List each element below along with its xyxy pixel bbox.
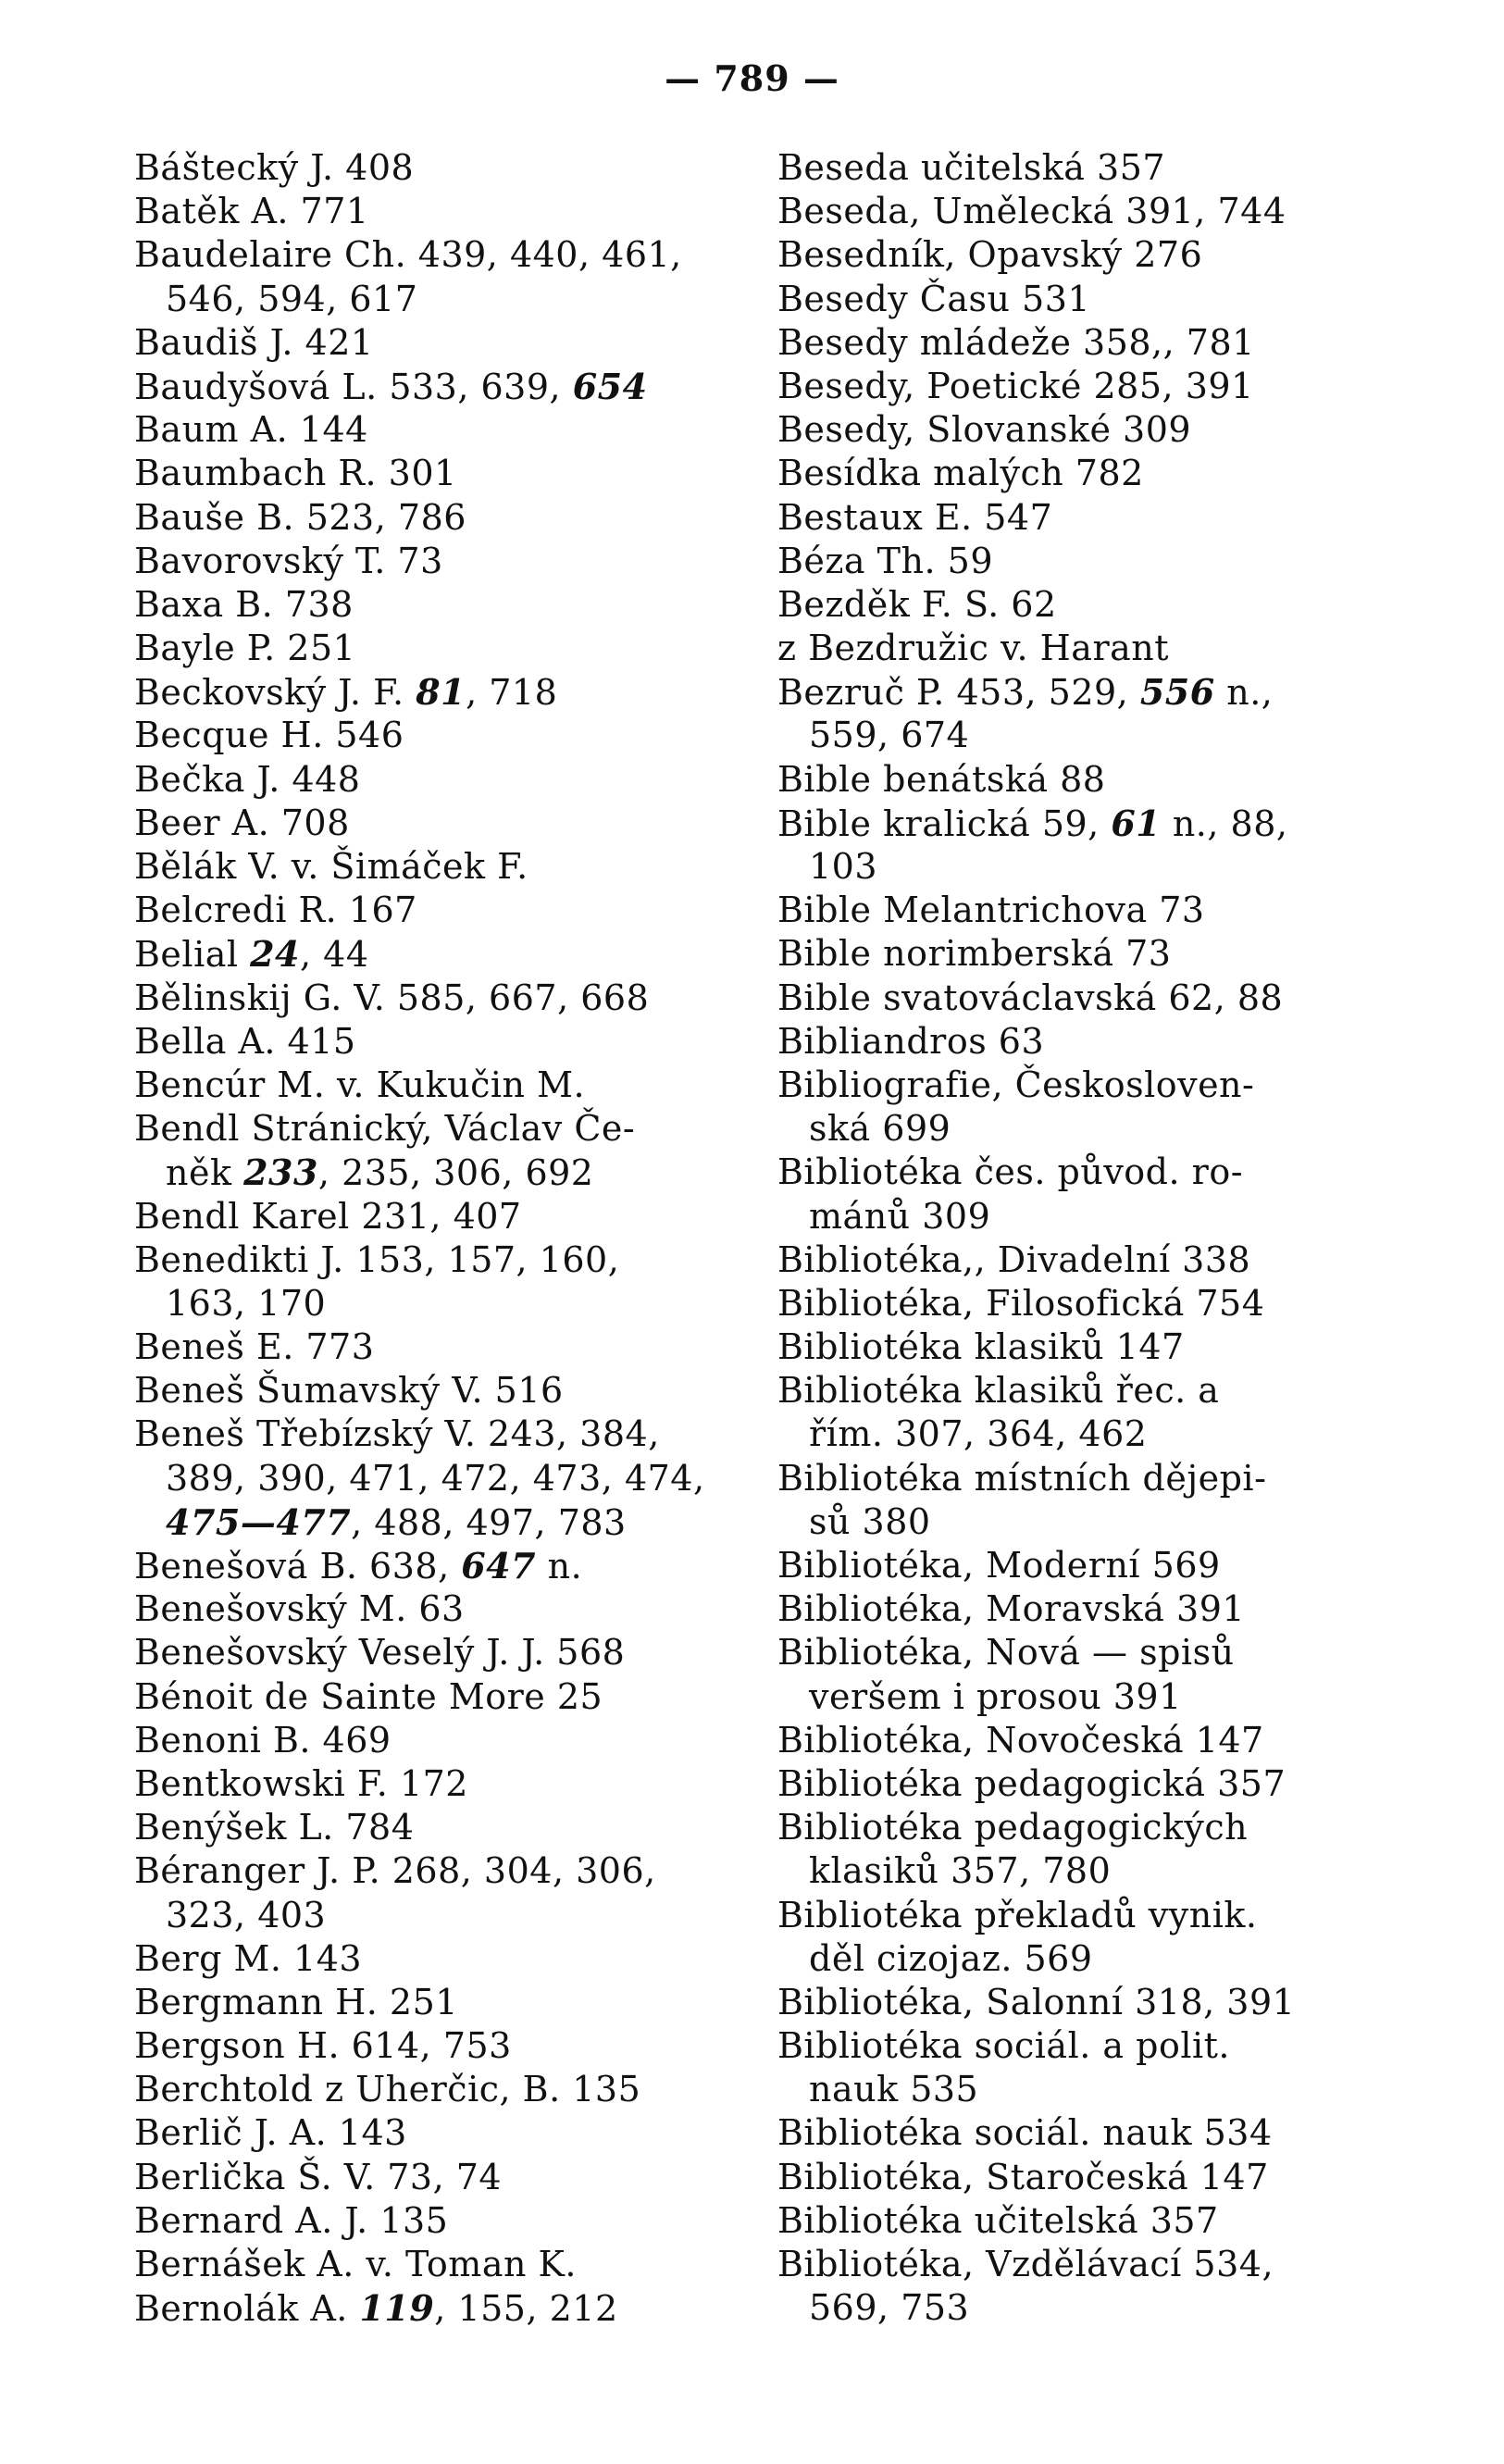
index-entry-line xyxy=(134,146,727,190)
entry-text: Bibliotéka sociál. nauk 534 xyxy=(777,2112,1273,2154)
entry-text: Besedy, Slovanské 309 xyxy=(777,409,1192,451)
entry-text: řím. 307, 364, 462 xyxy=(809,1413,1148,1455)
entry-text: Bibliotéka, Salonní 318, 391 xyxy=(777,1981,1296,2022)
index-entry-line xyxy=(777,1064,1370,1107)
index-entry-line xyxy=(134,452,727,495)
index-entry-line xyxy=(134,627,727,670)
entry-text: sů 380 xyxy=(809,1500,931,1542)
entry-text: 569, 753 xyxy=(809,2287,970,2329)
index-entry-line xyxy=(134,496,727,540)
emphasized-page-ref: 81 xyxy=(416,671,466,714)
index-entry-line xyxy=(134,1282,727,1325)
entry-text: klasiků 357, 780 xyxy=(809,1850,1112,1892)
emphasized-page-ref: 119 xyxy=(359,2287,435,2330)
entry-text: Benešovský Veselý J. J. 568 xyxy=(134,1632,626,1674)
entry-text: Belcredi R. 167 xyxy=(134,890,417,931)
entry-text: Benoni B. 469 xyxy=(134,1719,392,1761)
entry-text: Bibliotéka pedagogických xyxy=(777,1807,1249,1848)
entry-text: Bible benátská 88 xyxy=(777,758,1106,800)
index-entry-line xyxy=(777,190,1370,233)
index-entry-line xyxy=(777,845,1370,889)
index-entry-line xyxy=(134,540,727,583)
entry-text: nauk 535 xyxy=(809,2069,979,2110)
index-entry-line xyxy=(777,452,1370,495)
entry-text: ská 699 xyxy=(809,1108,951,1150)
index-entry-line xyxy=(134,1369,727,1412)
entry-text: Bečka J. 448 xyxy=(134,758,361,800)
entry-text: , 718 xyxy=(466,672,558,714)
index-entry-line xyxy=(777,2024,1370,2068)
index-entry-line xyxy=(134,2156,727,2199)
entry-text: 559, 674 xyxy=(809,715,970,756)
index-entry-line xyxy=(134,1981,727,2024)
index-entry-line xyxy=(777,278,1370,321)
index-entry-line xyxy=(134,1064,727,1107)
entry-text: Bibliotéka čes. původ. ro- xyxy=(777,1151,1244,1193)
entry-text: Bibliotéka, Vzdělávací 534, xyxy=(777,2244,1274,2284)
index-entry-line xyxy=(777,1762,1370,1806)
index-entry-line xyxy=(134,1500,727,1544)
index-entry-line xyxy=(777,758,1370,802)
entry-text: Bentkowski F. 172 xyxy=(134,1762,468,1804)
index-entry-line xyxy=(134,408,727,452)
entry-text: Baudiš J. 421 xyxy=(134,321,374,363)
index-entry-line xyxy=(777,670,1370,714)
entry-text: Baum A. 144 xyxy=(134,409,368,451)
index-entry-line xyxy=(777,1369,1370,1412)
entry-text: Becque H. 546 xyxy=(134,715,404,756)
index-entry-line xyxy=(777,1238,1370,1282)
index-entry-line xyxy=(777,2286,1370,2330)
entry-text: Bezděk F. S. 62 xyxy=(777,583,1057,625)
index-entry-line xyxy=(134,1457,727,1500)
index-entry-line xyxy=(777,1282,1370,1325)
index-entry-line xyxy=(134,278,727,321)
entry-text: veršem i prosou 391 xyxy=(809,1675,1182,1717)
entry-text: Bernolák A. xyxy=(134,2288,360,2330)
index-entry-line xyxy=(777,1849,1370,1893)
entry-text: Bibliotéka, Novočeská 147 xyxy=(777,1719,1264,1761)
entry-text: n. xyxy=(536,1546,583,1587)
index-entry-line xyxy=(134,2024,727,2068)
index-entry-line xyxy=(134,802,727,845)
entry-text: Besedy Času 531 xyxy=(777,278,1091,319)
emphasized-page-ref: 233 xyxy=(243,1151,318,1194)
entry-text: , 235, 306, 692 xyxy=(317,1152,594,1194)
index-entry-line xyxy=(134,670,727,714)
entry-text: Benýšek L. 784 xyxy=(134,1807,415,1848)
entry-text: Beneš Třebízský V. 243, 384, xyxy=(134,1413,660,1455)
index-entry-line xyxy=(777,1631,1370,1674)
index-entry-line xyxy=(777,1020,1370,1064)
index-entry-line xyxy=(134,1107,727,1151)
index-entry-line xyxy=(777,1500,1370,1544)
entry-text: Baudyšová L. 533, 639, xyxy=(134,366,573,407)
entry-text: , 155, 212 xyxy=(434,2288,618,2330)
index-entry-line xyxy=(134,1325,727,1369)
entry-text: Bibliotéka, Filosofická 754 xyxy=(777,1282,1265,1324)
emphasized-page-ref: 475—477 xyxy=(166,1500,352,1543)
index-entry-line xyxy=(777,2243,1370,2286)
index-entry-line xyxy=(134,583,727,627)
entry-text: Bendl Karel 231, 407 xyxy=(134,1195,522,1237)
entry-text: Beneš Šumavský V. 516 xyxy=(134,1370,564,1412)
entry-text: Bénoit de Sainte More 25 xyxy=(134,1675,603,1717)
entry-text: Bibliotéka,, Divadelní 338 xyxy=(777,1238,1251,1280)
index-entry-line xyxy=(777,1412,1370,1456)
entry-text: Bibliotéka pedagogická 357 xyxy=(777,1762,1286,1804)
index-entry-line xyxy=(777,2111,1370,2155)
index-entry-line xyxy=(134,1631,727,1674)
entry-text: Bibliotéka, Staročeská 147 xyxy=(777,2156,1269,2197)
entry-text: Báštecký J. 408 xyxy=(134,147,415,188)
index-entry-line xyxy=(134,2111,727,2155)
index-entry-line xyxy=(134,2199,727,2243)
index-entry-line xyxy=(777,2156,1370,2199)
entry-text: Berchtold z Uherčic, B. 135 xyxy=(134,2069,641,2110)
index-entry-line xyxy=(777,932,1370,976)
entry-text: Beseda, Umělecká 391, 744 xyxy=(777,191,1286,232)
entry-text: mánů 309 xyxy=(809,1195,991,1237)
entry-text: Benešová B. 638, xyxy=(134,1546,462,1587)
index-entry-line xyxy=(777,146,1370,190)
entry-text: , 488, 497, 783 xyxy=(351,1501,627,1543)
entry-text: Bibliografie, Českosloven- xyxy=(777,1064,1255,1105)
entry-text: Belial xyxy=(134,934,251,976)
entry-text: Berlička Š. V. 73, 74 xyxy=(134,2156,503,2197)
entry-text: Bibliotéka sociál. a polit. xyxy=(777,2025,1230,2067)
entry-text: děl cizojaz. 569 xyxy=(809,1937,1093,1979)
entry-text: Béranger J. P. 268, 304, 306, xyxy=(134,1850,656,1892)
index-entry-line xyxy=(777,583,1370,627)
index-entry-line xyxy=(777,627,1370,670)
index-entry-line xyxy=(134,1195,727,1238)
emphasized-page-ref: 654 xyxy=(572,365,648,407)
entry-text: Bělinskij G. V. 585, 667, 668 xyxy=(134,977,650,1018)
index-entry-line xyxy=(777,408,1370,452)
entry-text: Beseda učitelská 357 xyxy=(777,147,1166,188)
index-entry-line xyxy=(134,714,727,757)
index-entry-line xyxy=(777,1195,1370,1238)
index-entry-line xyxy=(777,1107,1370,1151)
entry-text: 103 xyxy=(809,846,878,887)
index-entry-line xyxy=(777,889,1370,932)
index-entry-line xyxy=(777,714,1370,757)
entry-text: Bibliotéka překladů vynik. xyxy=(777,1894,1258,1935)
entry-text: Bergson H. 614, 753 xyxy=(134,2025,512,2067)
entry-text: 546, 594, 617 xyxy=(166,278,418,319)
entry-text: Bencúr M. v. Kukučin M. xyxy=(134,1064,586,1105)
entry-text: Benešovský M. 63 xyxy=(134,1588,465,1630)
index-entry-line xyxy=(134,2286,727,2330)
entry-text: Bernard A. J. 135 xyxy=(134,2199,449,2241)
index-entry-line xyxy=(134,2243,727,2286)
index-entry-line xyxy=(134,233,727,277)
index-entry-line xyxy=(134,932,727,976)
index-entry-line xyxy=(777,321,1370,365)
index-entry-line xyxy=(134,1894,727,1937)
index-entry-line xyxy=(777,1544,1370,1587)
index-entry-line xyxy=(134,1151,727,1194)
entry-text: Baxa B. 738 xyxy=(134,583,354,625)
page-number: — 789 — xyxy=(665,57,839,99)
entry-text: Bibliandros 63 xyxy=(777,1020,1045,1062)
entry-text: Benedikti J. 153, 157, 160, xyxy=(134,1238,620,1280)
entry-text: Bauše B. 523, 786 xyxy=(134,496,466,538)
index-entry-line xyxy=(134,1719,727,1762)
index-entry-line xyxy=(134,1849,727,1893)
index-entry-line xyxy=(777,2199,1370,2243)
index-entry-line xyxy=(134,889,727,932)
entry-text: Bella A. 415 xyxy=(134,1020,356,1062)
entry-text: n., xyxy=(1214,672,1274,714)
index-entry-line xyxy=(134,2068,727,2111)
index-entry-line xyxy=(777,1937,1370,1981)
entry-text: n., 88, xyxy=(1161,803,1288,844)
entry-text: Bible norimberská 73 xyxy=(777,933,1172,975)
index-entry-line xyxy=(777,802,1370,845)
index-entry-line xyxy=(134,1806,727,1849)
entry-text: 389, 390, 471, 472, 473, 474, xyxy=(166,1457,705,1499)
entry-text: Bavorovský T. 73 xyxy=(134,540,443,581)
index-entry-line xyxy=(777,1981,1370,2024)
entry-text: Bayle P. 251 xyxy=(134,628,356,669)
entry-text: Bibliotéka místních dějepi- xyxy=(777,1457,1267,1499)
entry-text: Bibliotéka učitelská 357 xyxy=(777,2199,1219,2241)
entry-text: Bernášek A. v. Toman K. xyxy=(134,2244,578,2284)
entry-text: Bezruč P. 453, 529, xyxy=(777,672,1140,714)
index-entry-line xyxy=(134,1675,727,1719)
index-entry-line xyxy=(134,1762,727,1806)
index-entry-line xyxy=(134,1587,727,1631)
index-entry-line xyxy=(134,845,727,889)
entry-text: Bible Melantrichova 73 xyxy=(777,890,1205,931)
index-column-left xyxy=(134,146,727,2330)
index-entry-line xyxy=(777,977,1370,1020)
entry-text: Bibliotéka klasiků 147 xyxy=(777,1326,1185,1368)
entry-text: Baumbach R. 301 xyxy=(134,453,457,494)
index-entry-line xyxy=(134,190,727,233)
entry-text: Besídka malých 782 xyxy=(777,453,1144,494)
index-entry-line xyxy=(777,1719,1370,1762)
index-entry-line xyxy=(777,1894,1370,1937)
entry-text: Besedník, Opavský 276 xyxy=(777,234,1203,276)
entry-text: Bibliotéka, Nová — spisů xyxy=(777,1632,1235,1674)
index-entry-line xyxy=(777,1587,1370,1631)
entry-text: Beer A. 708 xyxy=(134,802,350,843)
index-entry-line xyxy=(134,1937,727,1981)
index-entry-line xyxy=(134,1544,727,1587)
emphasized-page-ref: 61 xyxy=(1111,802,1162,844)
entry-text: Bibliotéka, Moravská 391 xyxy=(777,1588,1246,1630)
index-entry-line xyxy=(134,977,727,1020)
emphasized-page-ref: 647 xyxy=(461,1545,537,1587)
entry-text: Beneš E. 773 xyxy=(134,1326,375,1368)
emphasized-page-ref: 24 xyxy=(250,933,300,976)
emphasized-page-ref: 556 xyxy=(1139,671,1215,714)
index-entry-line xyxy=(134,1020,727,1064)
entry-text: 163, 170 xyxy=(166,1282,327,1324)
entry-text: , 44 xyxy=(300,934,369,976)
entry-text: z Bezdružic v. Harant xyxy=(777,628,1170,669)
entry-text: Besedy, Poetické 285, 391 xyxy=(777,365,1254,406)
index-entry-line xyxy=(134,1238,727,1282)
index-entry-line xyxy=(777,1325,1370,1369)
entry-text: Bibliotéka, Moderní 569 xyxy=(777,1545,1221,1586)
entry-text: Bibliotéka klasiků řec. a xyxy=(777,1370,1220,1412)
entry-text: Bendl Stránický, Václav Če- xyxy=(134,1108,636,1150)
index-entry-line xyxy=(134,758,727,802)
index-entry-line xyxy=(777,2068,1370,2111)
index-entry-line xyxy=(777,1806,1370,1849)
entry-text: něk xyxy=(166,1152,244,1194)
entry-text: Bible kralická 59, xyxy=(777,803,1112,844)
index-entry-line xyxy=(777,496,1370,540)
entry-text: Beckovský J. F. xyxy=(134,672,416,714)
index-entry-line xyxy=(777,1151,1370,1194)
index-entry-line xyxy=(134,1412,727,1456)
entry-text: Bergmann H. 251 xyxy=(134,1981,458,2022)
entry-text: Baudelaire Ch. 439, 440, 461, xyxy=(134,234,682,276)
index-entry-line xyxy=(777,365,1370,408)
entry-text: Bělák V. v. Šimáček F. xyxy=(134,846,528,887)
entry-text: Bestaux E. 547 xyxy=(777,496,1053,538)
entry-text: 323, 403 xyxy=(166,1894,327,1935)
entry-text: Béza Th. 59 xyxy=(777,540,993,581)
index-entry-line xyxy=(777,1457,1370,1500)
index-column-right xyxy=(777,146,1370,2330)
index-entry-line xyxy=(134,321,727,365)
index-entry-line xyxy=(777,1675,1370,1719)
index-entry-line xyxy=(777,233,1370,277)
entry-text: Bible svatováclavská 62, 88 xyxy=(777,977,1284,1018)
index-entry-line xyxy=(134,365,727,408)
index-entry-line xyxy=(777,540,1370,583)
entry-text: Batěk A. 771 xyxy=(134,191,369,232)
entry-text: Berg M. 143 xyxy=(134,1937,363,1979)
entry-text: Besedy mládeže 358,, 781 xyxy=(777,321,1255,363)
entry-text: Berlič J. A. 143 xyxy=(134,2112,407,2154)
